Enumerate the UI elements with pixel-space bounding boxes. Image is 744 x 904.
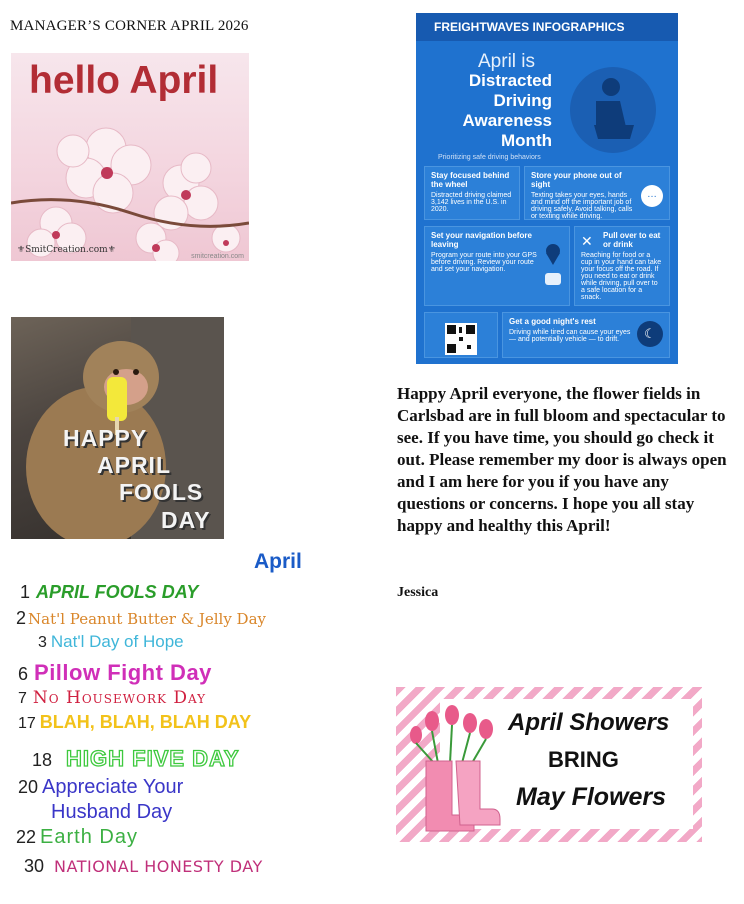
infographic-subtitle: Prioritizing safe driving behaviors [438, 154, 541, 161]
page-title: MANAGER’S CORNER APRIL 2026 [10, 18, 249, 34]
qr-code-icon [445, 323, 477, 355]
showers-line-1: April Showers [508, 709, 670, 736]
showers-line-3: May Flowers [516, 783, 667, 811]
holiday-item: 22 Earth Day [16, 826, 138, 848]
rain-boots-tulips-illustration [402, 705, 502, 833]
smitcreation-brand: ⚜SmitCreation.com⚜ [17, 245, 116, 255]
signature: Jessica [397, 585, 439, 600]
holiday-item: 3 Nat'l Day of Hope [38, 632, 184, 651]
fools-line-3: FOOLS [119, 479, 204, 505]
infographic-title-line2: Distracted Driving Awareness Month [462, 71, 552, 150]
holiday-name: APRIL FOOLS DAY [36, 582, 199, 602]
fools-line-1: HAPPY [63, 425, 148, 451]
holiday-item-continued [51, 801, 172, 824]
tip-good-rest: Get a good night's rest Driving while tired can cause your eyes — and potentially vehicle — to drift. ☾ [502, 312, 670, 358]
tip-stay-focused: Stay focused behind the wheel Distracted driving claimed 3,142 lives in the U.S. in 2020. [424, 166, 520, 220]
holiday-name: BLAH, BLAH, BLAH DAY [39, 712, 252, 732]
fools-line-4: DAY [161, 507, 211, 533]
holiday-item: 20 Appreciate Your [18, 776, 184, 798]
holiday-name: NATIONAL HONESTY DAY [54, 857, 263, 876]
smitcreation-site: smitcreation.com [191, 253, 244, 260]
holiday-item: 1 APRIL FOOLS DAY [20, 582, 199, 602]
holiday-name: Earth Day [40, 826, 138, 848]
tip-set-navigation: Set your navigation before leaving Program your route into your GPS before driving. Review your route and set your navigation. [424, 226, 570, 306]
holiday-name: Pillow Fight Day [34, 660, 212, 685]
chat-bubble-icon: … [641, 185, 663, 207]
moon-sleep-icon: ☾ [637, 321, 663, 347]
april-fools-monkey-image [11, 317, 224, 539]
distracted-driving-infographic [416, 13, 678, 364]
driver-icon [566, 63, 661, 158]
freightwaves-brand: FREIGHTWAVES INFOGRAPHICS [416, 13, 678, 41]
tip-store-phone: Store your phone out of sight Texting takes your eyes, hands and mind off the important job of driving safely. Avoid talking, calls or texting while driving. … [524, 166, 670, 220]
holiday-item: 17 BLAH, BLAH, BLAH DAY [18, 712, 252, 732]
holiday-name: Appreciate Your [42, 776, 184, 798]
navigation-pin-icon [541, 241, 565, 291]
hello-april-image [11, 53, 249, 261]
holiday-list-heading: April [254, 550, 302, 573]
fools-line-2: APRIL [97, 452, 171, 478]
holiday-item: 30 NATIONAL HONESTY DAY [24, 856, 263, 876]
holiday-item: 2 Nat'l Peanut Butter & Jelly Day [16, 608, 267, 628]
manager-message: Happy April everyone, the flower fields in Carlsbad are in full bloom and spectacular to see. If you have time, you should go check it out. Please remember my door is always open and I am here for you if you have any questions or concerns. I hope you all stay happy and healthy this April! [397, 384, 727, 535]
infographic-title-line1: April is [478, 51, 536, 72]
holiday-name: HIGH FIVE DAY [66, 746, 240, 771]
holiday-name: Nat'l Day of Hope [50, 632, 184, 651]
holiday-item: 18 HIGH FIVE DAY [32, 746, 240, 771]
utensils-icon: ✕ [581, 233, 593, 249]
hello-april-headline: hello April [29, 59, 219, 102]
april-showers-image [396, 687, 702, 842]
holiday-name: Nat'l Peanut Butter & Jelly Day [28, 610, 267, 628]
holiday-item: 7 No Housework Day [18, 688, 207, 708]
qr-code-box [424, 312, 498, 358]
holiday-item: 6 Pillow Fight Day [18, 660, 212, 685]
holiday-name: No Housework Day [32, 688, 207, 708]
showers-line-2: BRING [548, 747, 619, 772]
holiday-name: Husband Day [51, 801, 173, 823]
tip-pull-over: ✕ Pull over to eat or drink Reaching for food or a cup in your hand can take your focus off the road. If you need to eat or drink while driving, pull over to a safe location for a snack. [574, 226, 670, 306]
